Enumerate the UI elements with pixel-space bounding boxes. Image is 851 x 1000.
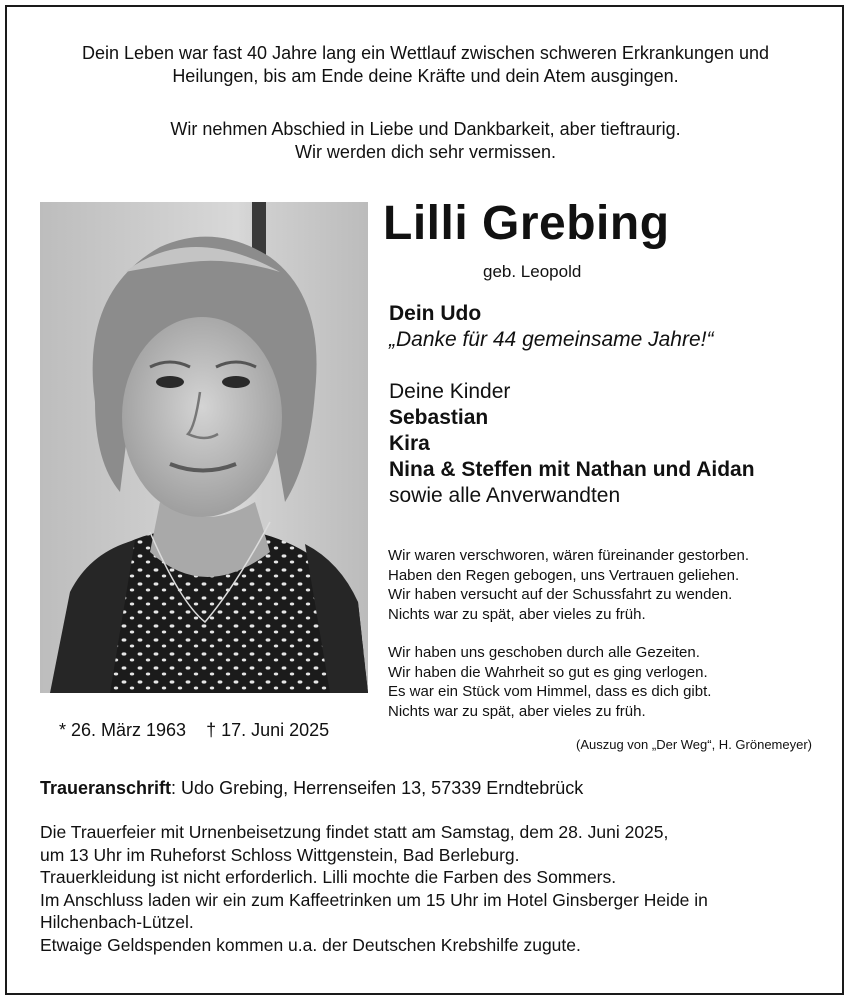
poem-credit: (Auszug von „Der Weg“, H. Grönemeyer) bbox=[576, 737, 812, 752]
farewell-line: Wir werden dich sehr vermissen. bbox=[294, 142, 557, 162]
birth-date: * 26. März 1963 bbox=[59, 720, 187, 740]
address-value: : Udo Grebing, Herrenseifen 13, 57339 Erndtebrück bbox=[171, 778, 584, 798]
ceremony-line: Hilchenbach-Lützel. bbox=[40, 912, 194, 932]
poem bbox=[388, 546, 749, 721]
children-intro: Deine Kinder bbox=[389, 380, 511, 403]
family-list bbox=[389, 301, 755, 509]
poem-line: Nichts war zu spät, aber vieles zu früh. bbox=[388, 605, 646, 623]
poem-line: Es war ein Stück vom Himmel, dass es dich gibt. bbox=[388, 683, 712, 700]
ceremony-line: Die Trauerfeier mit Urnenbeisetzung findet statt am Samstag, dem 28. Juni 2025, bbox=[40, 822, 669, 842]
farewell-text bbox=[0, 118, 851, 164]
mourning-address bbox=[40, 778, 583, 799]
poem-line: Haben den Regen gebogen, uns Vertrauen geliehen. bbox=[388, 566, 740, 584]
spouse-quote: „Danke für 44 gemeinsame Jahre!“ bbox=[389, 328, 714, 351]
farewell-line: Wir nehmen Abschied in Liebe und Dankbarkeit, aber tieftraurig. bbox=[170, 119, 681, 139]
poem-line: Wir haben uns geschoben durch alle Gezeiten. bbox=[388, 644, 700, 661]
birth-name: geb. Leopold bbox=[483, 262, 582, 281]
intro-text bbox=[0, 42, 851, 88]
address-label: Traueranschrift bbox=[40, 778, 172, 798]
intro-line: Dein Leben war fast 40 Jahre lang ein Wettlauf zwischen schweren Erkrankungen und bbox=[81, 43, 770, 63]
portrait-photo bbox=[40, 202, 368, 693]
ceremony-line: Im Anschluss laden wir ein zum Kaffeetrinken um 15 Uhr im Hotel Ginsberger Heide in bbox=[40, 889, 708, 910]
death-date: † 17. Juni 2025 bbox=[206, 720, 330, 740]
ceremony-line: Trauerkleidung ist nicht erforderlich. Lilli mochte die Farben des Sommers. bbox=[40, 867, 617, 887]
ceremony-line: Etwaige Geldspenden kommen u.a. der Deutschen Krebshilfe zugute. bbox=[40, 934, 581, 955]
intro-line: Heilungen, bis am Ende deine Kräfte und dein Atem ausgingen. bbox=[172, 66, 679, 86]
ceremony-line: um 13 Uhr im Ruheforst Schloss Wittgenstein, Bad Berleburg. bbox=[40, 844, 520, 865]
ceremony-info bbox=[40, 821, 708, 956]
life-dates bbox=[59, 720, 329, 741]
relatives-line: sowie alle Anverwandten bbox=[389, 484, 621, 507]
portrait-illustration bbox=[40, 202, 368, 693]
poem-line: Wir waren verschworen, wären füreinander gestorben. bbox=[388, 547, 750, 564]
spouse-name: Dein Udo bbox=[389, 302, 482, 325]
child-name: Nina & Steffen mit Nathan und Aidan bbox=[389, 458, 755, 481]
poem-line: Nichts war zu spät, aber vieles zu früh. bbox=[388, 702, 646, 720]
child-name: Sebastian bbox=[389, 406, 489, 429]
poem-line: Wir haben die Wahrheit so gut es ging verlogen. bbox=[388, 663, 708, 681]
child-name: Kira bbox=[389, 432, 430, 455]
poem-line: Wir haben versucht auf der Schussfahrt zu wenden. bbox=[388, 586, 733, 603]
deceased-name: Lilli Grebing bbox=[383, 197, 670, 250]
